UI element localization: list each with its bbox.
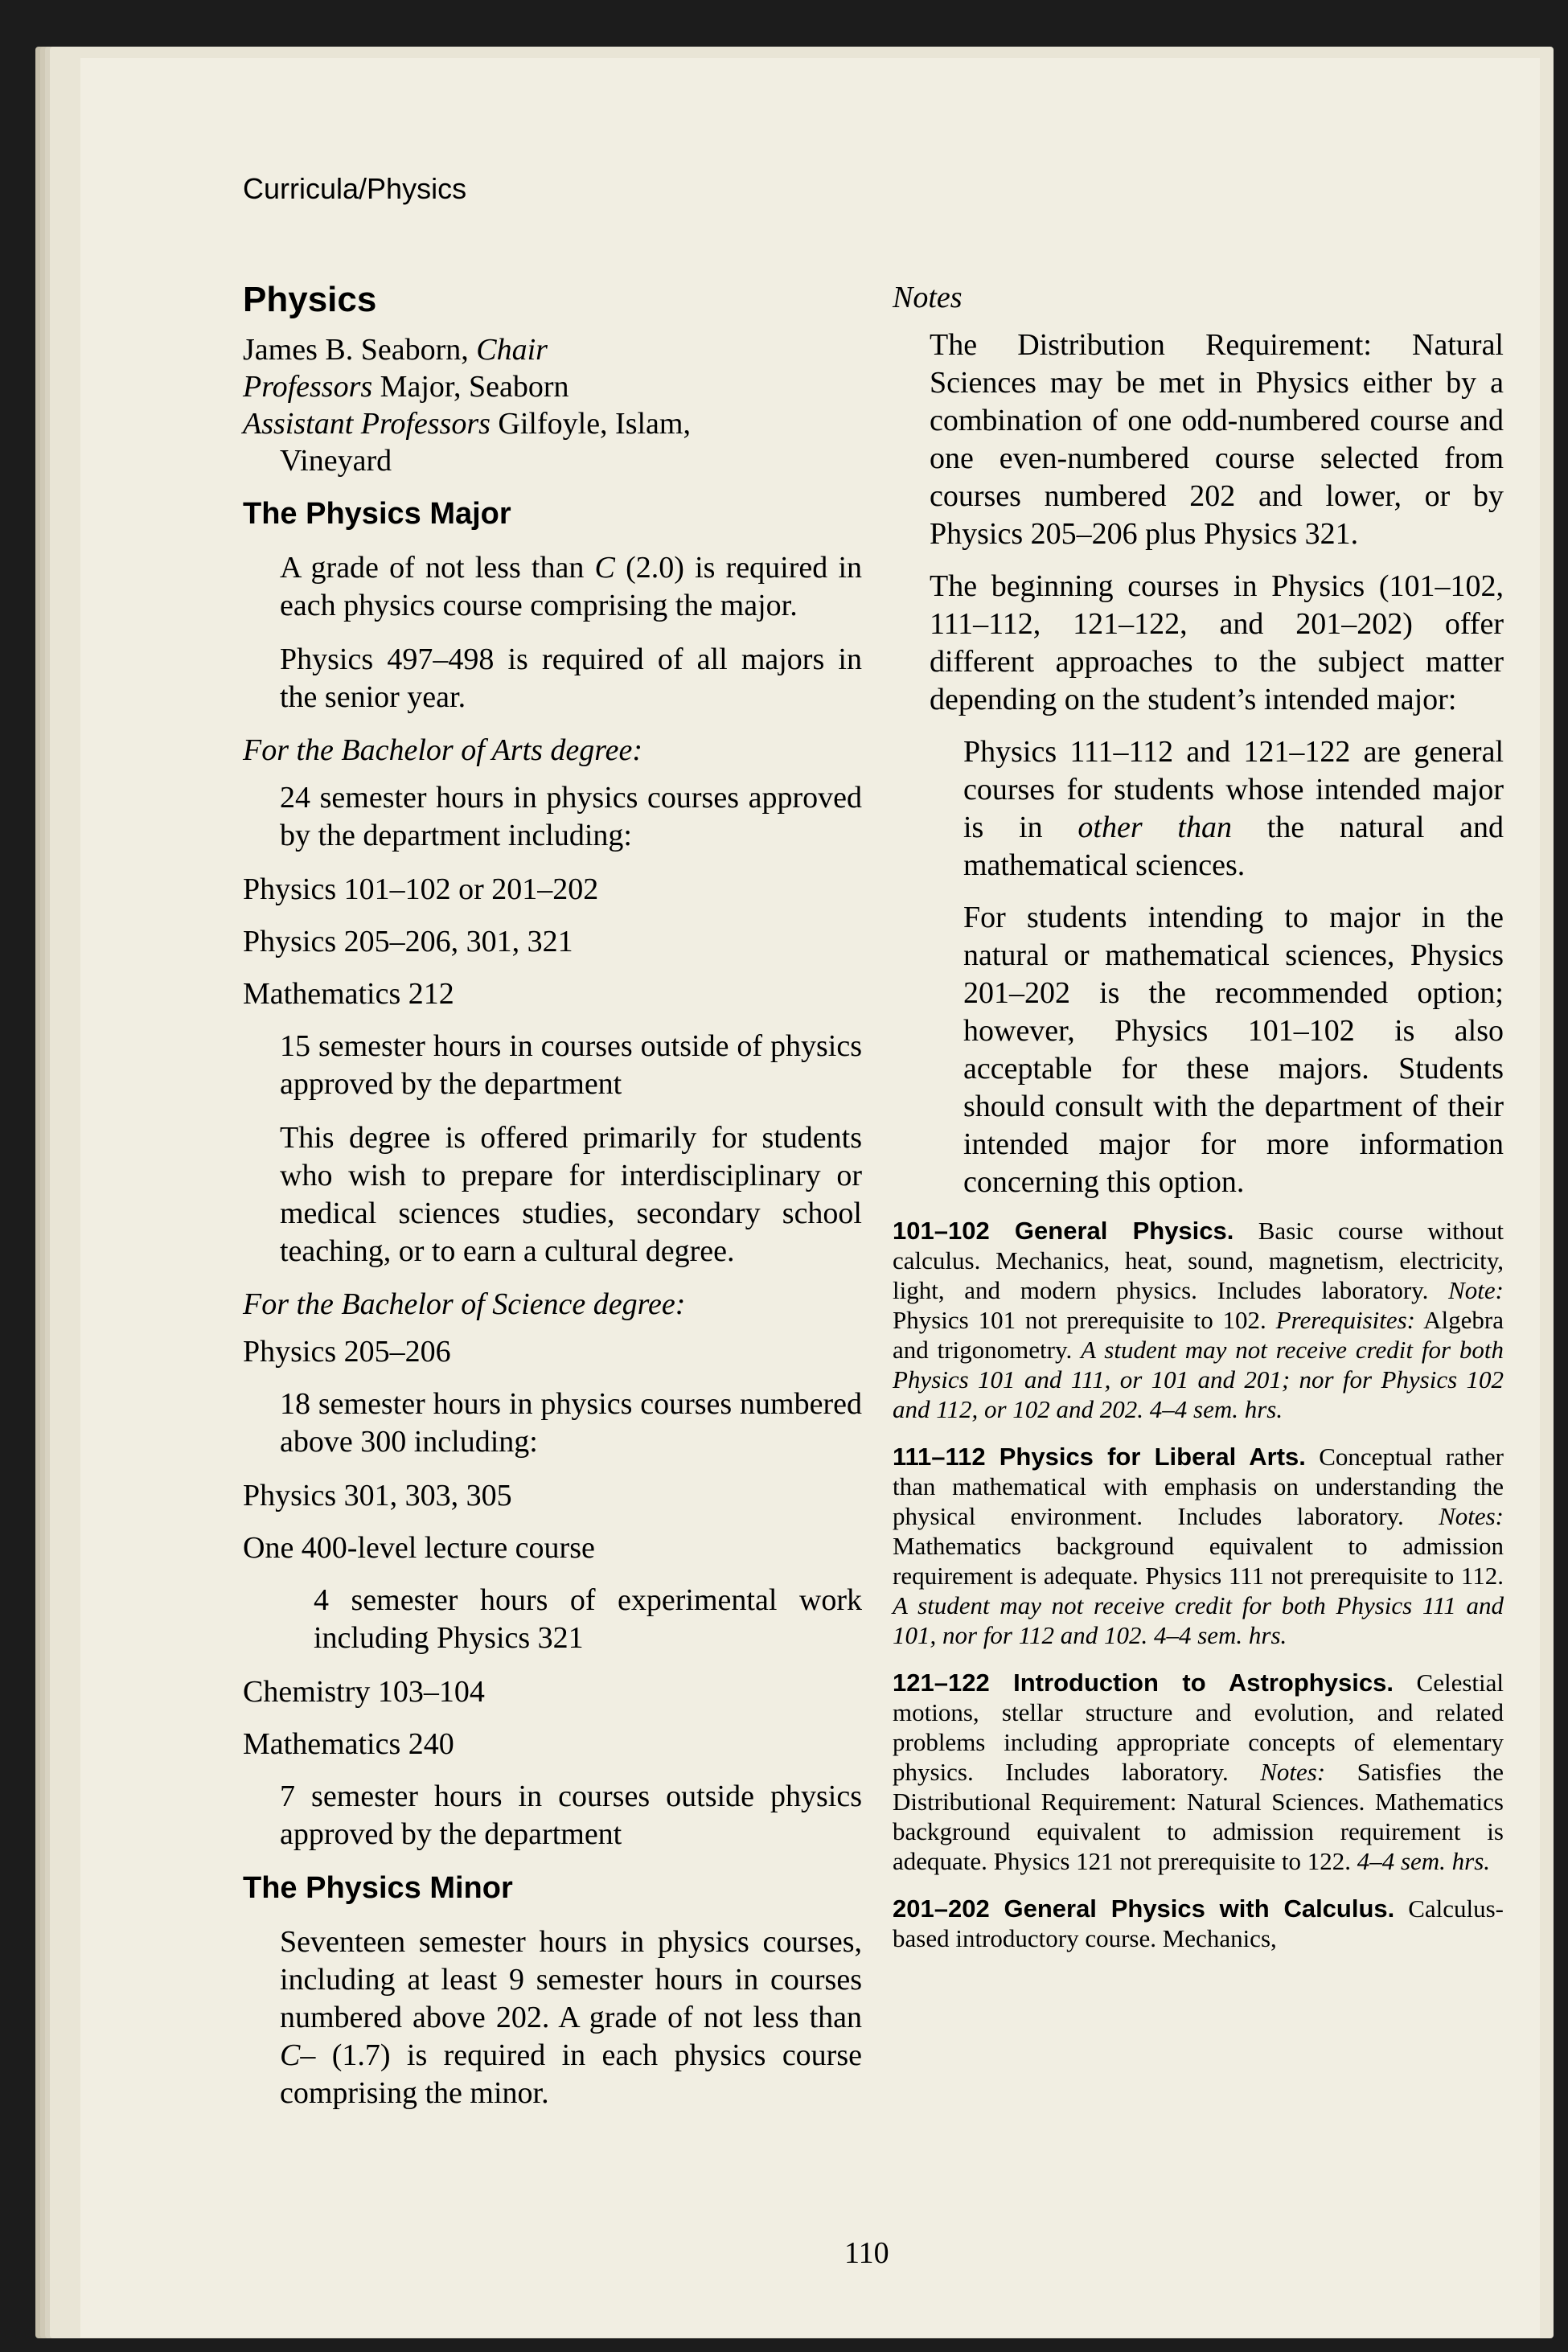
notes-general-b: the natural and mathematical sciences. xyxy=(963,811,1504,882)
major-grade-requirement xyxy=(280,549,862,625)
bs-item: Physics 301, 303, 305 xyxy=(243,1479,512,1513)
course-title: 111–112 Physics for Liberal Arts. xyxy=(893,1443,1306,1471)
bs-heading: For the Bachelor of Science degree: xyxy=(243,1287,686,1321)
notes-science-majors: For students intending to major in the natural or mathematical sciences, Physics 201–202 is the recommended option; however, Physics 101–102 is also acceptable for these majors. Students should consult with the department of their intended major for more information concerning this option. xyxy=(963,901,1504,1199)
course-credit-note: A student may not receive credit for both Physics 111 and 101, nor for 112 and 102. 4–4 sem. hrs. xyxy=(893,1591,1504,1649)
minor-text-b: (1.7) is required in each physics course comprising the minor. xyxy=(280,2038,862,2110)
professors-names: Major, Seaborn xyxy=(372,370,569,404)
bs-item: 7 semester hours in courses outside physics approved by the department xyxy=(280,1779,862,1851)
course-121-122 xyxy=(893,1668,1504,1876)
major-grade-value: C xyxy=(594,551,615,585)
section-title: Physics xyxy=(243,280,377,319)
major-grade-text-a: A grade of not less than xyxy=(280,551,595,585)
course-note: Mathematics background equivalent to admission requirement is adequate. Physics 111 not prerequisite to 112. xyxy=(893,1532,1504,1590)
course-description: Celestial motions, stellar structure and evolution, and related problems including appropriate concepts of elementary physics. Includes laboratory. xyxy=(893,1669,1504,1786)
course-description: Calculus-based introductory course. Mechanics, xyxy=(893,1894,1504,1952)
notes-general-a: Physics 111–112 and 121–122 are general courses for students whose intended major is in xyxy=(963,735,1504,844)
course-title: 101–102 General Physics. xyxy=(893,1217,1234,1245)
minor-requirement xyxy=(280,1923,862,2112)
course-description: Conceptual rather than mathematical with emphasis on understanding the physical environment. Includes laboratory. xyxy=(893,1443,1504,1530)
course-111-112 xyxy=(893,1442,1504,1650)
course-201-202 xyxy=(893,1894,1504,1953)
faculty-continuation: Vineyard xyxy=(280,444,392,478)
course-prereq-label: Prerequisites: xyxy=(1275,1306,1416,1334)
major-grade-text-b: (2.0) is required in each physics course comprising the major. xyxy=(280,551,862,622)
faculty-assistant-professors xyxy=(243,405,862,442)
bs-item: Chemistry 103–104 xyxy=(243,1675,485,1709)
bs-item: One 400-level lecture course xyxy=(243,1531,595,1565)
course-note: Physics 101 not prerequisite to 102. xyxy=(893,1306,1276,1334)
page-number: 110 xyxy=(844,2236,889,2270)
course-note: Satisfies the Distributional Requirement: Natural Sciences. Mathematics background equivalent to admission requirement is adequate. Physics 121 not prerequisite to 122. xyxy=(893,1758,1504,1875)
notes-general-italic: other than xyxy=(1077,811,1232,844)
bs-item: Physics 205–206 xyxy=(243,1335,451,1369)
ba-item: 24 semester hours in physics courses approved by the department including: xyxy=(280,781,862,852)
course-title: 201–202 General Physics with Calculus. xyxy=(893,1894,1395,1923)
major-heading: The Physics Major xyxy=(243,497,511,531)
major-senior-requirement: Physics 497–498 is required of all majors in the senior year. xyxy=(280,642,862,714)
course-title: 121–122 Introduction to Astrophysics. xyxy=(893,1669,1394,1697)
bs-item: 18 semester hours in physics courses numbered above 300 including: xyxy=(280,1387,862,1459)
notes-beginning-courses: The beginning courses in Physics (101–102, 111–112, 121–122, and 201–202) offer different approaches to the subject matter depending on the student’s intended major: xyxy=(930,569,1504,716)
course-note-label: Note: xyxy=(1448,1276,1504,1304)
course-prereq: Algebra and trigonometry. xyxy=(893,1306,1504,1364)
minor-heading: The Physics Minor xyxy=(243,1871,513,1905)
professors-role: Professors xyxy=(243,370,373,404)
faculty-chair xyxy=(243,331,862,368)
assistant-professors-names: Gilfoyle, Islam, xyxy=(490,407,691,441)
bs-item: Mathematics 240 xyxy=(243,1727,454,1761)
minor-grade-value: C– xyxy=(280,2038,316,2072)
right-column xyxy=(893,280,1504,1971)
ba-item: Physics 205–206, 301, 321 xyxy=(243,925,573,958)
ba-item: Physics 101–102 or 201–202 xyxy=(243,872,599,906)
ba-item: Mathematics 212 xyxy=(243,977,454,1011)
ba-item: 15 semester hours in courses outside of physics approved by the department xyxy=(280,1029,862,1101)
course-description: Basic course without calculus. Mechanics, heat, sound, magnetism, electricity, light, and modern physics. Includes laboratory. xyxy=(893,1217,1504,1304)
notes-general-courses xyxy=(963,733,1504,885)
notes-heading: Notes xyxy=(893,281,963,314)
ba-note: This degree is offered primarily for students who wish to prepare for interdisciplinary or medical sciences studies, secondary school teaching, or to earn a cultural degree. xyxy=(280,1121,862,1268)
assistant-professors-role: Assistant Professors xyxy=(243,407,491,441)
chair-role: Chair xyxy=(476,333,548,367)
ba-heading: For the Bachelor of Arts degree: xyxy=(243,733,643,767)
faculty-professors xyxy=(243,368,862,405)
course-credit-note: 4–4 sem. hrs. xyxy=(1357,1847,1491,1875)
bs-item: 4 semester hours of experimental work including Physics 321 xyxy=(314,1583,862,1655)
chair-name: James B. Seaborn, xyxy=(243,333,477,367)
course-note-label: Notes: xyxy=(1439,1502,1504,1530)
notes-distribution: The Distribution Requirement: Natural Sciences may be met in Physics either by a combination of one odd-numbered course and one even-numbered course selected from courses numbered 202 and lower, or by Physics 205–206 plus Physics 321. xyxy=(930,328,1504,551)
course-credit-note: A student may not receive credit for both Physics 101 and 111, or 101 and 201; nor for Physics 102 and 112, or 102 and 202. 4–4 sem. hrs. xyxy=(893,1336,1504,1423)
minor-text-a: Seventeen semester hours in physics courses, including at least 9 semester hours in courses numbered above 202. A grade of not less than xyxy=(280,1925,862,2034)
left-column xyxy=(243,280,862,2128)
running-head: Curricula/Physics xyxy=(243,172,467,205)
course-101-102 xyxy=(893,1216,1504,1424)
course-note-label: Notes: xyxy=(1260,1758,1326,1786)
